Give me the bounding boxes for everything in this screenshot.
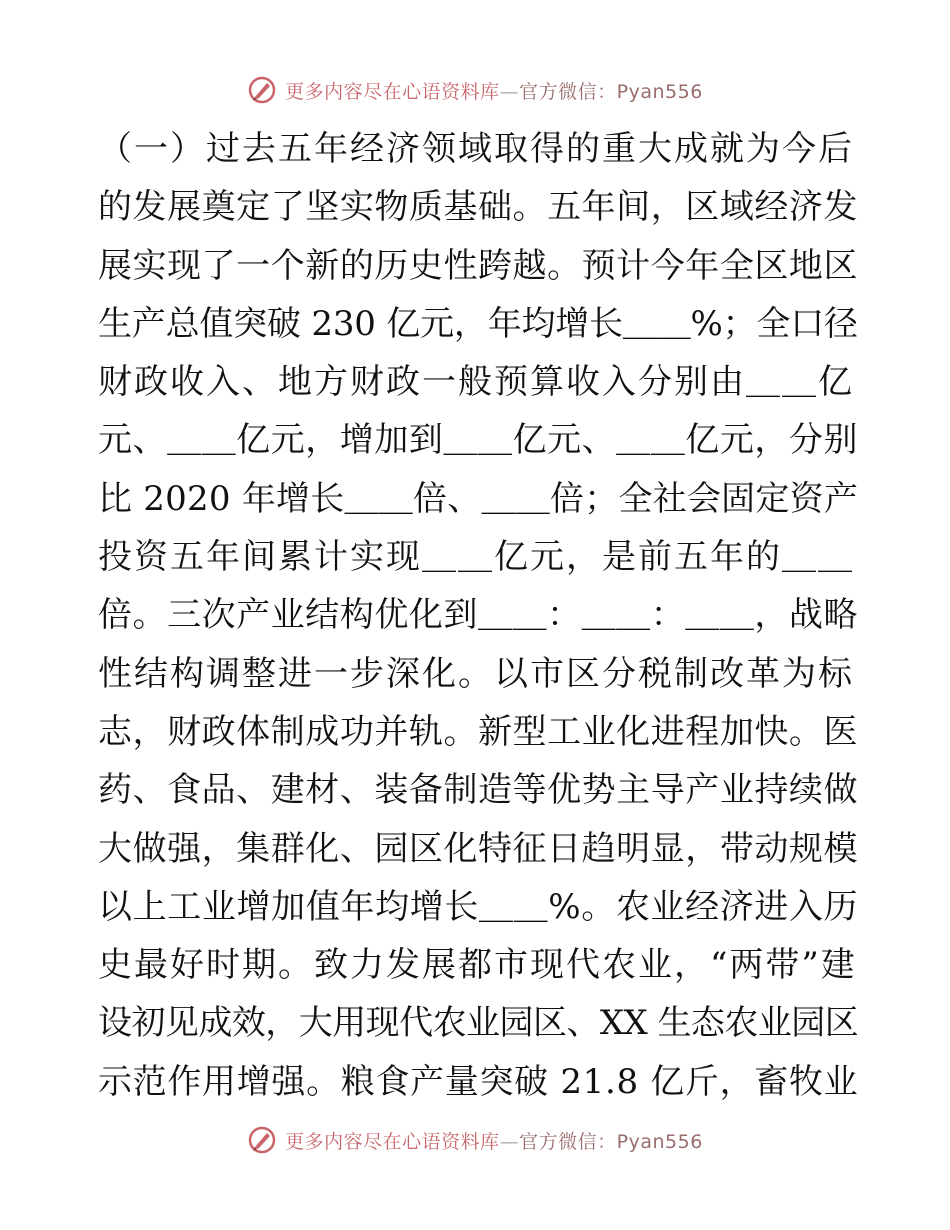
text-line: 生产总值突破 230 亿元，年均增长＿＿%；全口径 [98, 303, 858, 344]
text-line: 药、食品、建材、装备制造等优势主导产业持续做 [98, 770, 858, 811]
text-line: 设初见成效，大用现代农业园区、XX 生态农业园区 [98, 1003, 859, 1044]
watermark-brand: 更多内容尽在心语资料库 [285, 80, 500, 103]
text-line: 以上工业增加值年均增长＿＿%。农业经济进入历 [98, 886, 859, 927]
text-line: 比 2020 年增长＿＿倍、＿＿倍；全社会固定资产 [98, 478, 859, 519]
text-line: 的发展奠定了坚实物质基础。五年间，区域经济发 [98, 187, 858, 228]
text-line: 投资五年间累计实现＿＿亿元，是前五年的＿＿ [98, 537, 854, 578]
header-watermark [0, 70, 950, 110]
watermark-wechat: 官方微信：Pyan556 [519, 80, 703, 103]
watermark-brand: 更多内容尽在心语资料库 [285, 1130, 500, 1153]
watermark-dash: — [499, 80, 520, 103]
text-line: 财政收入、地方财政一般预算收入分别由＿＿亿 [98, 362, 854, 403]
text-line: 示范作用增强。粮食产量突破 21.8 亿斤，畜牧业 [98, 1061, 859, 1102]
watermark-dash: — [499, 1130, 520, 1153]
document-body [98, 120, 858, 1111]
footer-watermark [0, 1120, 950, 1160]
text-line: 元、＿＿亿元，增加到＿＿亿元、＿＿亿元，分别 [98, 420, 858, 461]
watermark-text [285, 77, 703, 104]
text-line: 大做强，集群化、园区化特征日趋明显，带动规模 [98, 828, 858, 869]
pen-nib-logo-icon [247, 75, 277, 105]
text-line: 性结构调整进一步深化。以市区分税制改革为标 [98, 653, 854, 694]
text-line: 志，财政体制成功并轨。新型工业化进程加快。医 [98, 711, 858, 752]
text-line: 史最好时期。致力发展都市现代农业，“两带”建 [98, 945, 857, 986]
pen-nib-logo-icon [247, 1125, 277, 1155]
text-line: 倍。三次产业结构优化到＿＿：＿＿：＿＿，战略 [98, 595, 858, 636]
text-line: （一）过去五年经济领域取得的重大成就为今后 [98, 129, 854, 169]
text-line: 展实现了一个新的历史性跨越。预计今年全区地区 [98, 245, 858, 286]
watermark-wechat: 官方微信：Pyan556 [519, 1130, 703, 1153]
watermark-text [285, 1127, 703, 1154]
